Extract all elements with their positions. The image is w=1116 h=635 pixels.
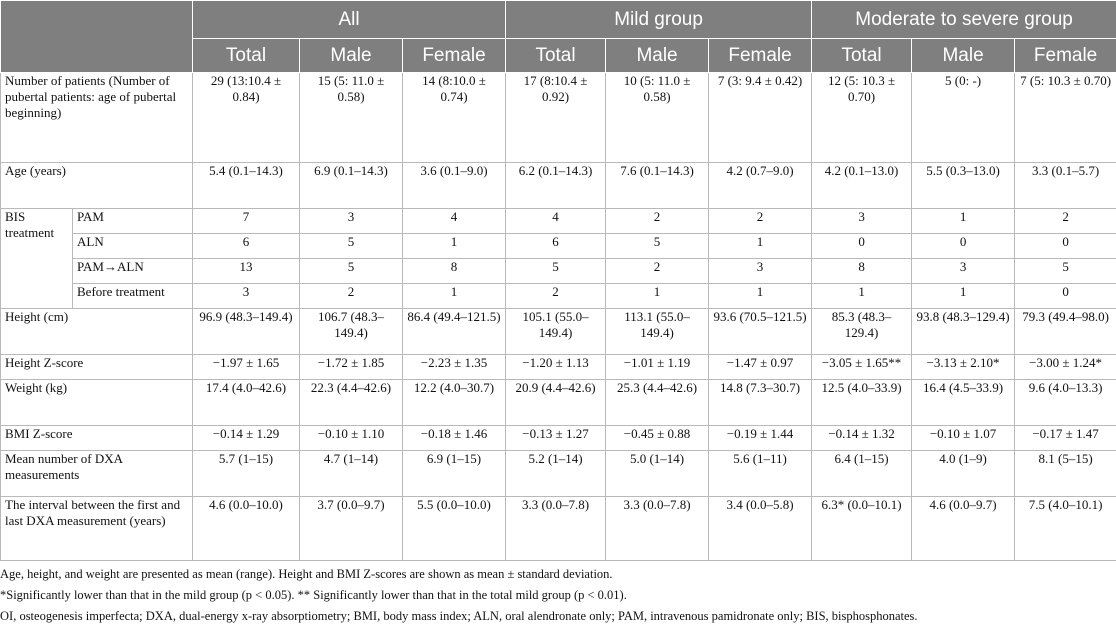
row-label: Weight (kg) (1, 380, 193, 426)
table-cell: −1.20 ± 1.13 (506, 355, 606, 380)
table-row-age (1, 163, 1116, 209)
table-cell: 5.5 (0.3–13.0) (912, 163, 1015, 209)
table-cell: 1 (709, 234, 812, 259)
table-row-height-z (1, 355, 1116, 380)
header-subcol: Female (403, 39, 506, 73)
footnote: OI, osteogenesis imperfecta; DXA, dual-energy x-ray absorptiometry; BMI, body mass index; ALN, oral alendronate only; PAM, intravenous pamidronate only; BIS, bisphosphonates. (0, 609, 918, 623)
table-cell: 10 (5: 11.0 ± 0.58) (606, 73, 709, 163)
table-cell: 4 (506, 209, 606, 234)
table-cell: 2 (506, 284, 606, 309)
table-cell: 85.3 (48.3–129.4) (812, 309, 912, 355)
table-row-bis-before-treatment (1, 284, 1116, 309)
row-sublabel: PAM→ALN (73, 259, 193, 284)
table-cell: 96.9 (48.3–149.4) (193, 309, 300, 355)
table-cell: 5.2 (1–14) (506, 451, 606, 497)
table-cell: 93.6 (70.5–121.5) (709, 309, 812, 355)
table-cell: 4.6 (0.0–10.0) (193, 497, 300, 561)
table-cell: 14.8 (7.3–30.7) (709, 380, 812, 426)
table-cell: 8 (403, 259, 506, 284)
table-row-patients (1, 73, 1116, 163)
row-label: Age (years) (1, 163, 193, 209)
table-cell: 3 (193, 284, 300, 309)
table-cell: 86.4 (49.4–121.5) (403, 309, 506, 355)
table-cell: 0 (912, 234, 1015, 259)
table-cell: −0.19 ± 1.44 (709, 426, 812, 451)
table-cell: −1.47 ± 0.97 (709, 355, 812, 380)
table-cell: 5 (300, 259, 403, 284)
table-cell: 7 (5: 10.3 ± 0.70) (1015, 73, 1116, 163)
table-cell: 6 (506, 234, 606, 259)
table-cell: −2.23 ± 1.35 (403, 355, 506, 380)
table-body (1, 73, 1116, 561)
table-cell: 7 (3: 9.4 ± 0.42) (709, 73, 812, 163)
table-cell: 4.0 (1–9) (912, 451, 1015, 497)
table-cell: 0 (1015, 234, 1116, 259)
table-cell: 0 (1015, 284, 1116, 309)
table-cell: 7 (193, 209, 300, 234)
table-cell: 22.3 (4.4–42.6) (300, 380, 403, 426)
header-subcol: Total (193, 39, 300, 73)
table-cell: 6.9 (0.1–14.3) (300, 163, 403, 209)
table-cell: 13 (193, 259, 300, 284)
table-cell: 5.0 (1–14) (606, 451, 709, 497)
table-cell: −3.00 ± 1.24* (1015, 355, 1116, 380)
table-cell: 3.3 (0.0–7.8) (506, 497, 606, 561)
table-cell: −0.14 ± 1.32 (812, 426, 912, 451)
header-subcol: Female (1015, 39, 1116, 73)
header-corner (1, 1, 193, 73)
row-label: Height Z-score (1, 355, 193, 380)
header-group-moderate-severe: Moderate to severe group (812, 1, 1116, 39)
table-cell: 7.6 (0.1–14.3) (606, 163, 709, 209)
table-cell: −3.13 ± 2.10* (912, 355, 1015, 380)
table-cell: 9.6 (4.0–13.3) (1015, 380, 1116, 426)
table-cell: 5 (606, 234, 709, 259)
table-cell: 3 (912, 259, 1015, 284)
table-cell: −0.14 ± 1.29 (193, 426, 300, 451)
table-cell: 7.5 (4.0–10.1) (1015, 497, 1116, 561)
table-cell: 1 (912, 209, 1015, 234)
table-cell: 17 (8:10.4 ± 0.92) (506, 73, 606, 163)
table-cell: 1 (812, 284, 912, 309)
table-cell: 3.6 (0.1–9.0) (403, 163, 506, 209)
table-row-weight (1, 380, 1116, 426)
table-cell: 2 (300, 284, 403, 309)
table-cell: −1.97 ± 1.65 (193, 355, 300, 380)
table-cell: 4.7 (1–14) (300, 451, 403, 497)
table-cell: −3.05 ± 1.65** (812, 355, 912, 380)
table-cell: 5.4 (0.1–14.3) (193, 163, 300, 209)
table-cell: 5.6 (1–11) (709, 451, 812, 497)
table-cell: 5.5 (0.0–10.0) (403, 497, 506, 561)
row-label: BMI Z-score (1, 426, 193, 451)
table-row-bis-pam-aln (1, 259, 1116, 284)
table-cell: 3 (812, 209, 912, 234)
row-label-bis-treatment: BIS treatment (1, 209, 73, 309)
table-cell: 1 (912, 284, 1015, 309)
table-cell: 0 (812, 234, 912, 259)
table-cell: 105.1 (55.0–149.4) (506, 309, 606, 355)
table-cell: 4.2 (0.7–9.0) (709, 163, 812, 209)
table-cell: 6 (193, 234, 300, 259)
table-cell: 4.2 (0.1–13.0) (812, 163, 912, 209)
table-cell: 5 (300, 234, 403, 259)
table-row-height (1, 309, 1116, 355)
table-cell: 8 (812, 259, 912, 284)
table-cell: 5.7 (1–15) (193, 451, 300, 497)
table-cell: 3.7 (0.0–9.7) (300, 497, 403, 561)
table-cell: 5 (1015, 259, 1116, 284)
table-row-bis-pam (1, 209, 1116, 234)
header-subcol: Total (506, 39, 606, 73)
row-label: Number of patients (Number of pubertal patients: age of pubertal beginning) (1, 73, 193, 163)
table-cell: −0.18 ± 1.46 (403, 426, 506, 451)
table-cell: 12.5 (4.0–33.9) (812, 380, 912, 426)
table-cell: 6.2 (0.1–14.3) (506, 163, 606, 209)
row-sublabel: ALN (73, 234, 193, 259)
table-cell: 14 (8:10.0 ± 0.74) (403, 73, 506, 163)
row-sublabel: PAM (73, 209, 193, 234)
header-subcol: Male (300, 39, 403, 73)
table-cell: 6.9 (1–15) (403, 451, 506, 497)
table-row-dxa-interval (1, 497, 1116, 561)
table-cell: −0.10 ± 1.10 (300, 426, 403, 451)
header-subcol: Male (912, 39, 1015, 73)
header-subcol: Female (709, 39, 812, 73)
row-label: Mean number of DXA measurements (1, 451, 193, 497)
footnote: *Significantly lower than that in the mild group (p < 0.05). ** Significantly lower than that in the total mild group (p < 0.01). (0, 588, 627, 602)
header-subcol: Male (606, 39, 709, 73)
table-cell: 3.3 (0.0–7.8) (606, 497, 709, 561)
table-cell: 8.1 (5–15) (1015, 451, 1116, 497)
table-cell: 12.2 (4.0–30.7) (403, 380, 506, 426)
table-cell: −1.01 ± 1.19 (606, 355, 709, 380)
table-cell: −0.10 ± 1.07 (912, 426, 1015, 451)
table-cell: 6.4 (1–15) (812, 451, 912, 497)
table-cell: 12 (5: 10.3 ± 0.70) (812, 73, 912, 163)
table-cell: 93.8 (48.3–129.4) (912, 309, 1015, 355)
table-cell: −0.17 ± 1.47 (1015, 426, 1116, 451)
table-cell: 5 (0: -) (912, 73, 1015, 163)
row-label: The interval between the first and last DXA measurement (years) (1, 497, 193, 561)
table-cell: 1 (606, 284, 709, 309)
table-cell: 113.1 (55.0–149.4) (606, 309, 709, 355)
table-row-dxa-count (1, 451, 1116, 497)
table-cell: 2 (709, 209, 812, 234)
table-cell: 4 (403, 209, 506, 234)
table-header (1, 1, 1116, 73)
header-group-all: All (193, 1, 506, 39)
table-cell: 20.9 (4.4–42.6) (506, 380, 606, 426)
table-row-bis-aln (1, 234, 1116, 259)
table-cell: 1 (403, 234, 506, 259)
table-cell: 6.3* (0.0–10.1) (812, 497, 912, 561)
table-footnotes (0, 564, 1112, 627)
table-cell: −0.13 ± 1.27 (506, 426, 606, 451)
table-cell: 3.4 (0.0–5.8) (709, 497, 812, 561)
table-cell: 29 (13:10.4 ± 0.84) (193, 73, 300, 163)
table-cell: 17.4 (4.0–42.6) (193, 380, 300, 426)
header-subcol: Total (812, 39, 912, 73)
table-cell: 15 (5: 11.0 ± 0.58) (300, 73, 403, 163)
table-cell: 79.3 (49.4–98.0) (1015, 309, 1116, 355)
table-cell: 3.3 (0.1–5.7) (1015, 163, 1116, 209)
table-cell: 16.4 (4.5–33.9) (912, 380, 1015, 426)
table-cell: 3 (300, 209, 403, 234)
table-cell: 25.3 (4.4–42.6) (606, 380, 709, 426)
table-cell: 4.6 (0.0–9.7) (912, 497, 1015, 561)
row-label: Height (cm) (1, 309, 193, 355)
table-cell: 5 (506, 259, 606, 284)
table-cell: 2 (606, 209, 709, 234)
table-cell: 106.7 (48.3–149.4) (300, 309, 403, 355)
table-cell: 2 (606, 259, 709, 284)
table-cell: −0.45 ± 0.88 (606, 426, 709, 451)
table-cell: 1 (403, 284, 506, 309)
footnote: Age, height, and weight are presented as mean (range). Height and BMI Z-scores are shown as mean ± standard deviation. (0, 567, 613, 581)
table-cell: −1.72 ± 1.85 (300, 355, 403, 380)
table-cell: 3 (709, 259, 812, 284)
table-cell: 1 (709, 284, 812, 309)
row-sublabel: Before treatment (73, 284, 193, 309)
header-group-mild: Mild group (506, 1, 812, 39)
table-cell: 2 (1015, 209, 1116, 234)
table-row-bmi-z (1, 426, 1116, 451)
